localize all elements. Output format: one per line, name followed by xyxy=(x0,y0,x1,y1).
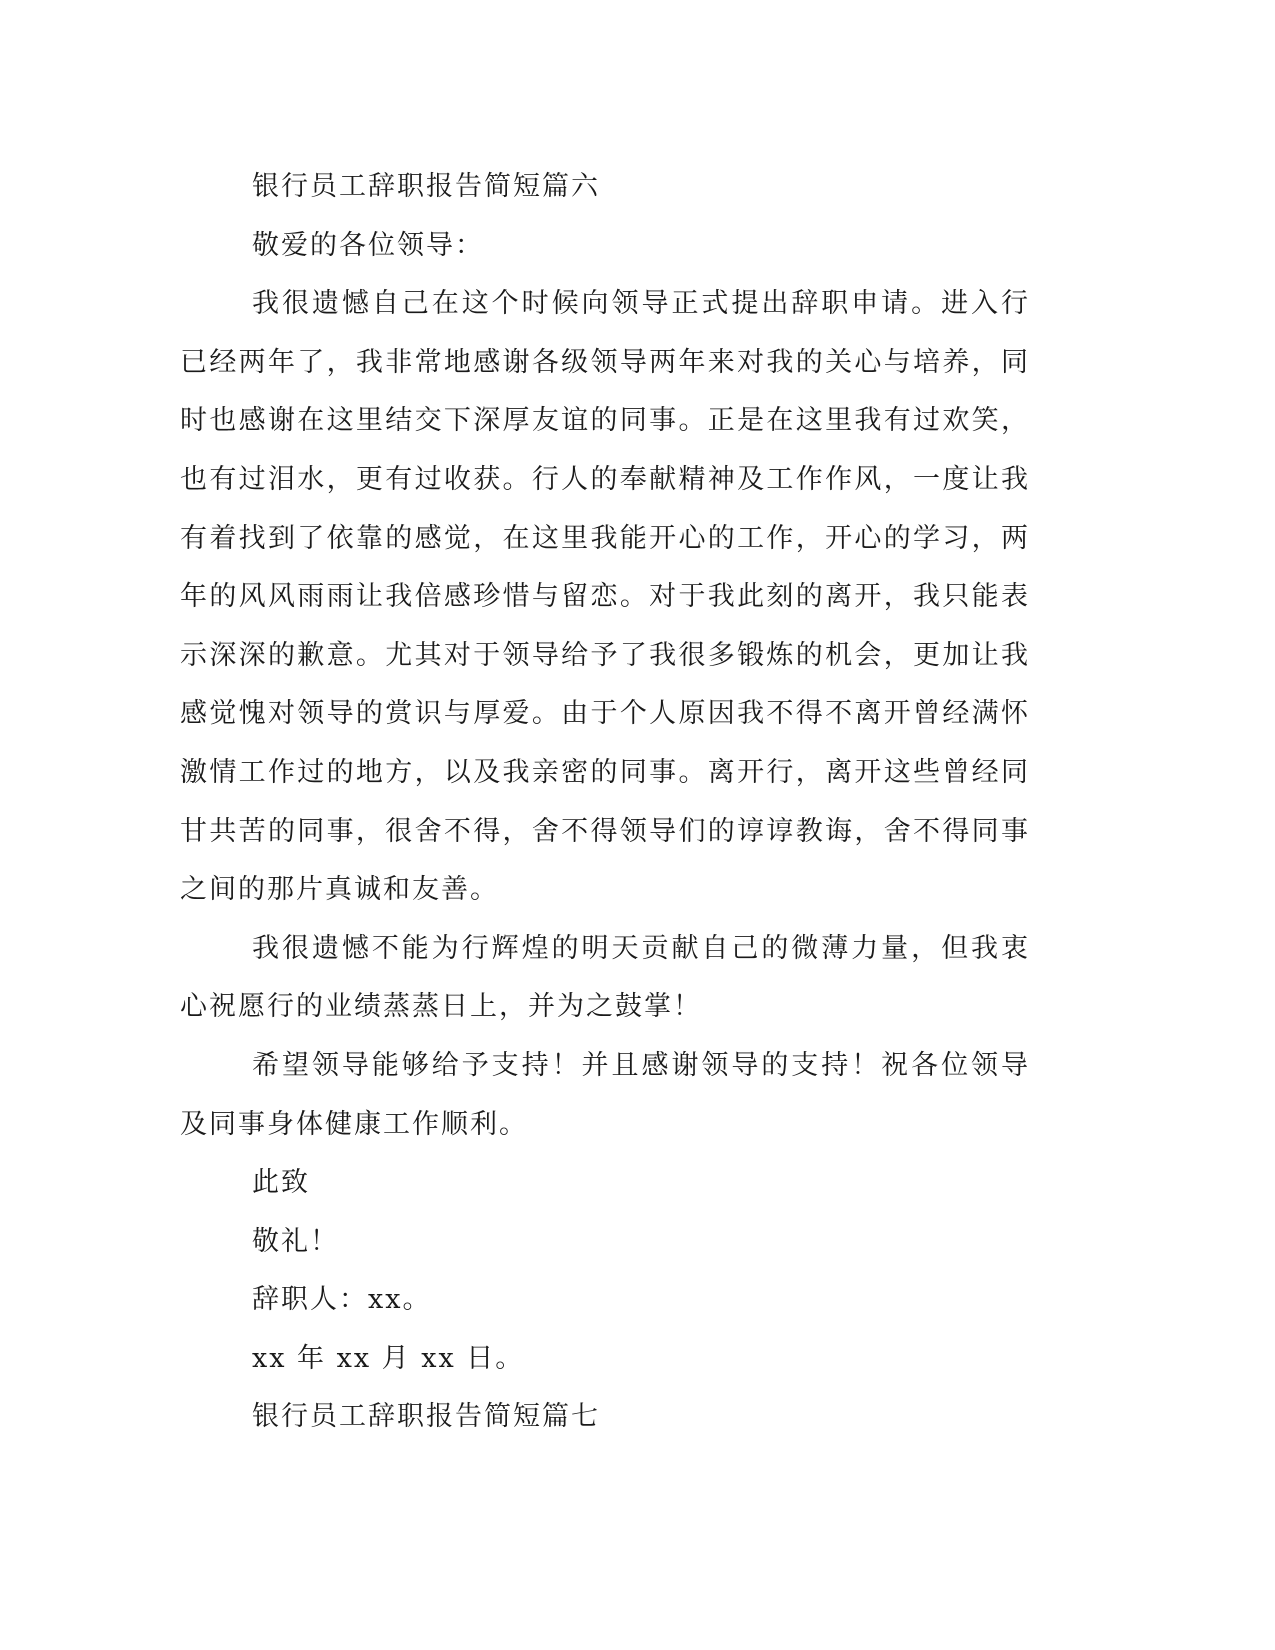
document-body xyxy=(180,158,1030,1447)
section-heading: 银行员工辞职报告简短篇六 xyxy=(252,171,600,202)
body-paragraph: 我很遗憾自己在这个时候向领导正式提出辞职申请。进入行已经两年了，我非常地感谢各级领导两年来对我的关心与培养，同时也感谢在这里结交下深厚友谊的同事。正是在这里我有过欢笑，也有过泪水，更有过收获。行人的奉献精神及工作作风，一度让我有着找到了依靠的感觉，在这里我能开心的工作，开心的学习，两年的风风雨雨让我倍感珍惜与留恋。对于我此刻的离开，我只能表示深深的歉意。尤其对于领导给予了我很多锻炼的机会，更加让我感觉愧对领导的赏识与厚爱。由于个人原因我不得不离开曾经满怀激情工作过的地方，以及我亲密的同事。离开行，离开这些曾经同甘共苦的同事，很舍不得，舍不得领导们的谆谆教诲，舍不得同事之间的那片真诚和友善。 xyxy=(180,288,1030,906)
closing-line: 此致 xyxy=(252,1167,310,1199)
body-paragraph: 希望领导能够给予支持！并且感谢领导的支持！祝各位领导及同事身体健康工作顺利。 xyxy=(180,1049,1030,1140)
date-line: xx 年 xx 月 xx 日。 xyxy=(252,1342,525,1374)
salutation: 敬爱的各位领导： xyxy=(252,229,484,261)
closing-line: 敬礼！ xyxy=(252,1225,339,1257)
signature-line: 辞职人：xx。 xyxy=(252,1284,432,1316)
body-paragraph: 我很遗憾不能为行辉煌的明天贡献自己的微薄力量，但我衷心祝愿行的业绩蒸蒸日上，并为之鼓掌！ xyxy=(180,932,1030,1023)
section-heading: 银行员工辞职报告简短篇七 xyxy=(252,1401,600,1433)
